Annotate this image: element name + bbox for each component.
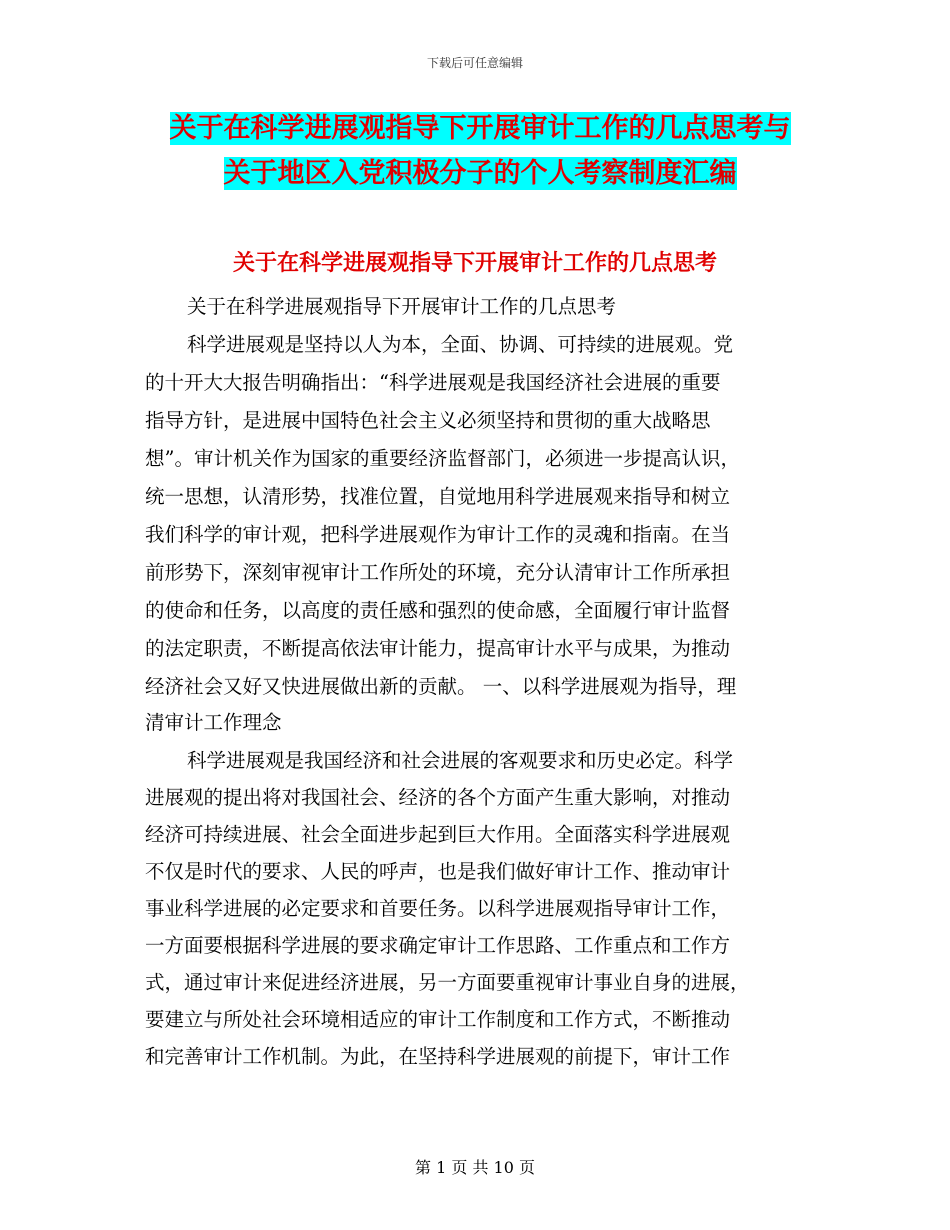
body-line: 我们科学的审计观，把科学进展观作为审计工作的灵魂和指南。在当: [145, 523, 731, 546]
body-line: 的法定职责，不断提高依法审计能力，提高审计水平与成果，为推动: [145, 637, 731, 660]
body-line: 统一思想，认清形势，找准位置，自觉地用科学进展观来指导和树立: [145, 485, 731, 508]
body-line: 一方面要根据科学进展的要求确定审计工作思路、工作重点和工作方: [145, 934, 731, 957]
body-line: 式，通过审计来促进经济进展，另一方面要重视审计事业自身的进展，: [145, 971, 750, 994]
body-line: 经济可持续进展、社会全面进步起到巨大作用。全面落实科学进展观: [145, 823, 731, 846]
body-line: 进展观的提出将对我国社会、经济的各个方面产生重大影响，对推动: [145, 786, 731, 809]
document-title-line-1: [120, 110, 840, 148]
page-header-note: 下载后可任意编辑: [426, 56, 523, 70]
body-line: 指导方针，是进展中国特色社会主义必须坚持和贯彻的重大战略思: [145, 409, 711, 432]
title-highlight-2: 关于地区入党积极分子的个人考察制度汇编: [223, 158, 737, 189]
body-line: 想”。审计机关作为国家的重要经济监督部门，必须进一步提高认识，: [145, 447, 740, 470]
body-line: 科学进展观是坚持以人为本，全面、协调、可持续的进展观。党: [187, 333, 734, 356]
body-line: 不仅是时代的要求、人民的呼声，也是我们做好审计工作、推动审计: [145, 860, 731, 883]
document-title-line-2: [120, 155, 840, 193]
body-line: 的十开大大报告明确指出：“科学进展观是我国经济社会进展的重要: [145, 371, 721, 394]
body-line: 事业科学进展的必定要求和首要任务。以科学进展观指导审计工作，: [145, 897, 731, 920]
section-title: 关于在科学进展观指导下开展审计工作的几点思考: [232, 251, 717, 276]
body-line: 清审计工作理念: [145, 711, 282, 734]
page-footer: 第 1 页 共 10 页: [415, 1158, 535, 1177]
body-line: 和完善审计工作机制。为此，在坚持科学进展观的前提下，审计工作: [145, 1045, 731, 1068]
body-line: 要建立与所处社会环境相适应的审计工作制度和工作方式，不断推动: [145, 1008, 731, 1031]
body-line: 科学进展观是我国经济和社会进展的客观要求和历史必定。科学: [187, 749, 734, 772]
body-line: 的使命和任务，以高度的责任感和强烈的使命感，全面履行审计监督: [145, 599, 731, 622]
body-line: 前形势下，深刻审视审计工作所处的环境，充分认清审计工作所承担: [145, 561, 731, 584]
body-line: 经济社会又好又快进展做出新的贡献。 一、以科学进展观为指导，理: [145, 675, 737, 698]
body-line: 关于在科学进展观指导下开展审计工作的几点思考: [187, 295, 617, 318]
title-highlight-1: 关于在科学进展观指导下开展审计工作的几点思考与: [169, 113, 791, 144]
